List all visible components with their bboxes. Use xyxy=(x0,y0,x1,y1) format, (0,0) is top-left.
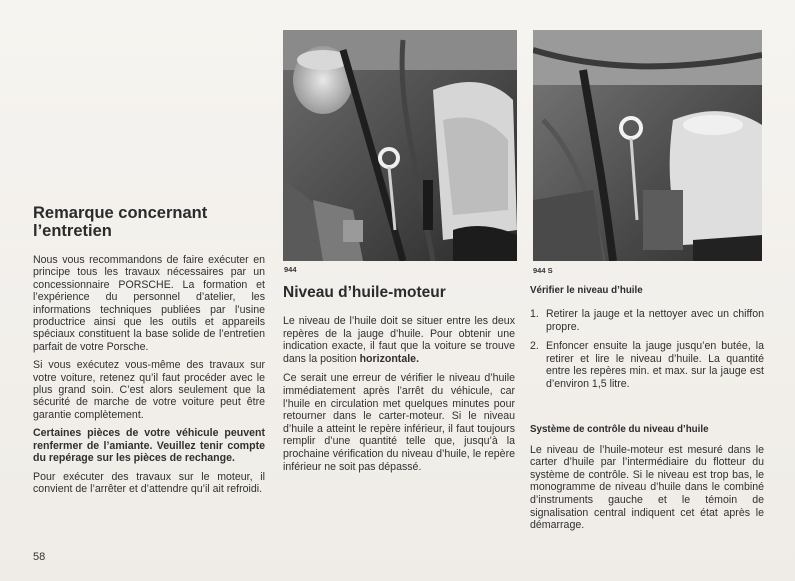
step-number: 1. xyxy=(530,308,539,320)
paragraph-self-service: Si vous exécutez vous-même des travaux sur votre voiture, retenez qu’il faut procéder avec le plus grand soin. C’est alors seulement que la sécurité de marche de votre voiture peut être garantie complètement. xyxy=(33,359,265,421)
step-text: Enfoncer ensuite la jauge jusqu’en butée, la retirer et lire le niveau d’huile. La quantité entre les repères min. et max. sur la jauge est d’environ 1,5 litre. xyxy=(546,340,764,390)
oil-level-heading: Niveau d’huile-moteur xyxy=(283,284,446,301)
right-column xyxy=(530,285,764,538)
paragraph-oil-monitor: Le niveau de l’huile-moteur est mesuré dans le carter d’huile par l’intermédiaire du flotteur du système de contrôle. Si le niveau est trop bas, le monogramme de niveau d’huile dans le combiné d’instruments gauche et le témoin de signalisation central indiquent cet état après le démarrage. xyxy=(530,443,764,532)
photo-caption-944s: 944 S xyxy=(533,266,553,275)
paragraph-asbestos-warning: Certaines pièces de votre véhicule peuvent renfermer de l’amiante. Veuillez tenir compte du repérage sur les pièces de rechange. xyxy=(33,427,265,465)
paragraph-oil-marks-text: Le niveau de l’huile doit se situer entre les deux repères de la jauge d’huile. Pour obtenir une indication exacte, il faut que la voiture se trouve dans la position xyxy=(283,315,515,365)
engine-photo-944 xyxy=(283,30,517,261)
paragraph-oil-marks xyxy=(283,315,515,365)
paragraph-recommendation: Nous vous recommandons de faire exécuter en principe tous les travaux nécessaires par un concessionnaire PORSCHE. La formation et l’expérience du personnel d’atelier, les informations techniques publiées par l’usine productrice ainsi que les outils et appareils spéciaux constituent la base solide de l’entretien parfait de votre Porsche. xyxy=(33,254,265,353)
middle-column xyxy=(283,284,515,480)
paragraph-engine-cool: Pour exécuter des travaux sur le moteur, il convient de l’arrêter et d’attendre qu’il ait refroidi. xyxy=(33,470,265,495)
check-oil-steps xyxy=(530,308,764,391)
step-item xyxy=(530,308,764,333)
step-text: Retirer la jauge et la nettoyer avec un chiffon propre. xyxy=(546,308,764,333)
heading-line-2: l’entretien xyxy=(33,222,112,240)
heading-line-1: Remarque concernant xyxy=(33,204,208,222)
oil-monitor-heading: Système de contrôle du niveau d’huile xyxy=(530,423,709,435)
horizontal-emphasis: horizontale. xyxy=(359,352,420,365)
step-item xyxy=(530,340,764,390)
maintenance-heading xyxy=(33,204,265,240)
paragraph-oil-check-timing: Ce serait une erreur de vérifier le niveau d’huile immédiatement après l’arrêt du véhicule, car l’huile en circulation met quelques minutes pour retourner dans le carter-moteur. Si le niveau d’huile a atteint le repère inférieur, il faut toujours remplir d’une quantité telle que, jusqu’à la prochaine vérification du niveau d’huile, le repère inférieur ne soit pas dépassé. xyxy=(283,372,515,473)
check-oil-heading: Vérifier le niveau d’huile xyxy=(530,285,643,296)
step-number: 2. xyxy=(530,340,539,353)
left-column xyxy=(33,204,265,501)
photo-caption-944: 944 xyxy=(284,265,297,274)
engine-photo-944s xyxy=(533,30,762,261)
page-number: 58 xyxy=(33,551,46,563)
